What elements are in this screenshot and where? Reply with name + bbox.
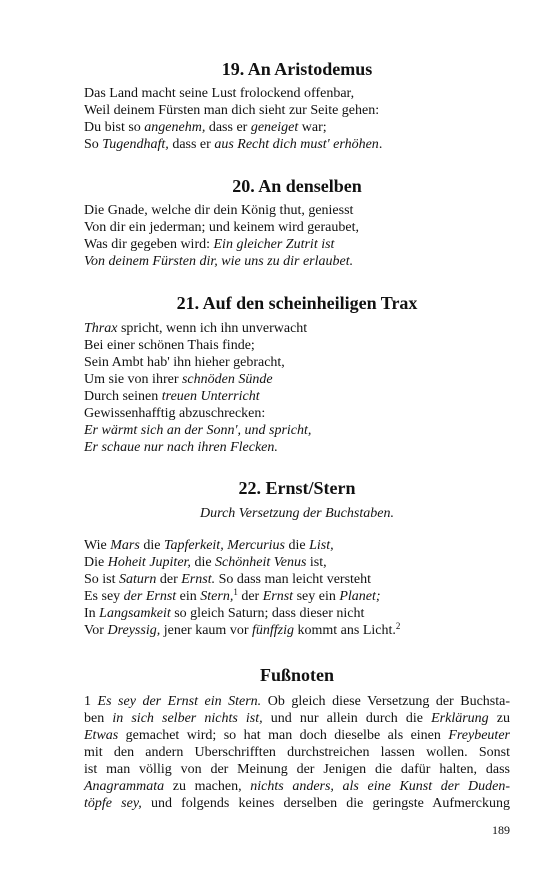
text-line: Durch seinen treuen Unterricht [84,389,260,404]
poem-title: 19. An Aristodemus [221,59,373,79]
poem-verse [84,202,510,270]
poem-title: 20. An denselben [232,176,362,196]
text-line: In Langsamkeit so gleich Saturn; dass dieser nicht [84,606,365,621]
text-line: Sein Ambt hab' ihn hieher gebracht, [84,355,285,370]
poem-verse [84,537,510,639]
poem-verse [84,320,510,456]
text-line: Von dir ein jederman; und keinem wird geraubet, [84,220,359,235]
text-line: ben in sich selber nichts ist, und nur allein durch die Erklärung zu [84,711,511,726]
text-line: Anagrammata zu machen, nichts anders, als eine Kunst der Duden- [84,779,511,794]
text-line: Was dir gegeben wird: Ein gleicher Zutrit ist [84,237,335,252]
text-line: Etwas gemachet wird; so hat man doch dieselbe als einen Freybeuter [84,728,510,743]
text-line: Die Hoheit Jupiter, die Schönheit Venus ist, [84,555,327,570]
page-number: 189 [492,823,510,837]
footnote-text [84,693,510,812]
poem-verse [84,85,510,153]
poem-20 [84,175,510,270]
text-line: Gewissenhafftig abzuschrecken: [84,406,266,421]
poem-19 [84,58,510,153]
text-line: Von deinem Fürsten dir, wie uns zu dir erlaubet. [84,254,354,269]
poem-subtitle: Durch Versetzung der Buchstaben. [200,506,394,521]
poem-title: 22. Ernst/Stern [238,478,356,498]
footnotes-section [84,664,510,812]
poem-21 [84,292,510,456]
text-line: Weil deinem Fürsten man dich sieht zur Seite gehen: [84,103,380,118]
text-line: töpfe sey, und folgends keines derselben die geringste Aufmerckung [84,796,510,811]
text-line: Vor Dreyssig, jener kaum vor fünffzig kommt ans Licht.$^2$ [84,621,401,638]
text-line: Es sey der Ernst ein Stern,$^1$ der Ernst sey ein Planet; [84,587,381,604]
text-line: ist man völlig von der Meinung der Jenigen die dafür halten, dass [84,762,510,777]
footnote-ref: 2 [395,621,401,631]
poem-22 [84,477,510,639]
text-line: Du bist so angenehm, dass er geneiget war; [84,120,327,135]
text-line: Wie Mars die Tapferkeit, Mercurius die List, [84,538,334,553]
text-line: So ist Saturn der Ernst. So dass man leicht versteht [84,572,372,587]
footnotes-heading: Fußnoten [259,665,335,685]
text-line: Er wärmt sich an der Sonn', und spricht, [84,423,312,438]
text-line: mit den andern Uberschrifften durchstreichen lassen wollen. Sonst [84,745,510,760]
text-line: Bei einer schönen Thais finde; [84,338,255,353]
text-line: 1 Es sey der Ernst ein Stern. Ob gleich diese Versetzung der Buchsta- [84,694,511,709]
footnote-ref: 1 [233,587,238,597]
text-line: Die Gnade, welche dir dein König thut, geniesst [84,203,354,218]
text-line: Das Land macht seine Lust frolockend offenbar, [84,86,355,101]
text-line: So Tugendhaft, dass er aus Recht dich must' erhöhen. [84,137,383,152]
text-line: Er schaue nur nach ihren Flecken. [84,440,278,455]
text-line: Thrax spricht, wenn ich ihn unverwacht [84,321,308,336]
poem-title: 21. Auf den scheinheiligen Trax [176,293,418,313]
text-line: Um sie von ihrer schnöden Sünde [84,372,273,387]
